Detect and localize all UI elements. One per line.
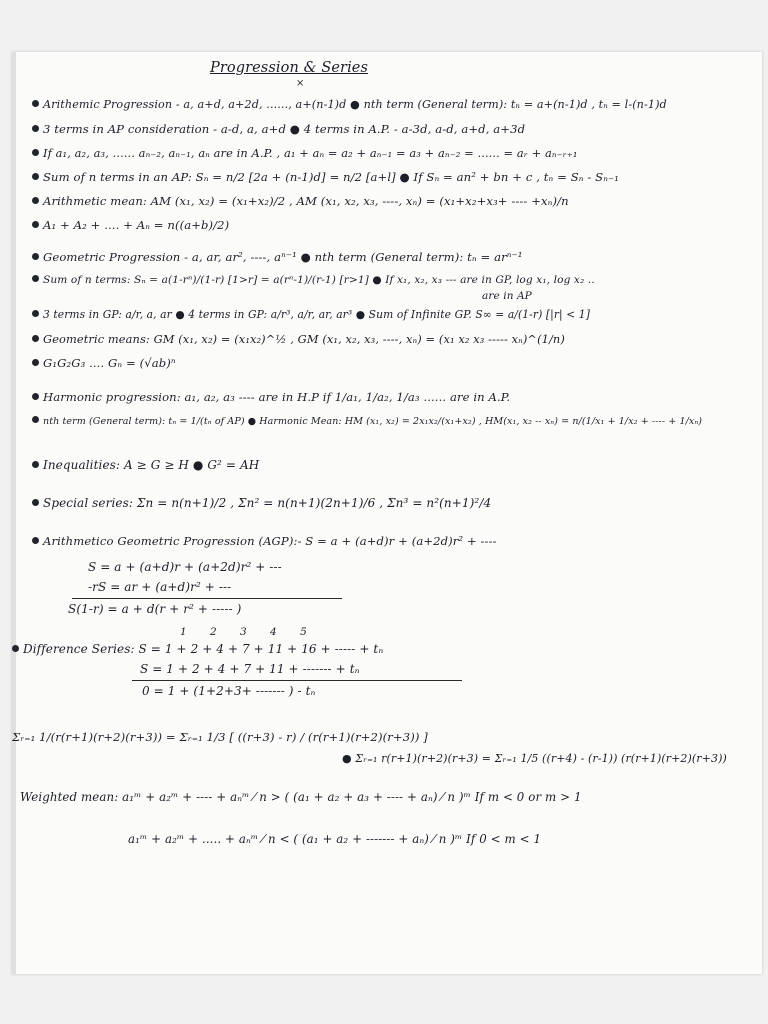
- gp-mean-product-text: G₁G₂G₃ .... Gₙ = (√ab)ⁿ: [43, 356, 176, 370]
- gp-terms-text: 3 terms in GP: a/r, a, ar ● 4 terms in GP: a/r³, a/r, ar, ar³ ● Sum of Infinite GP. S∞ = a/(1-r) [|r| < 1]: [43, 308, 590, 321]
- special-series: [32, 496, 491, 510]
- bullet-icon: [32, 393, 39, 400]
- bullet-icon: [32, 310, 39, 317]
- gp-definition-text: Geometric Progression - a, ar, ar², ----, aⁿ⁻¹ ● nth term (General term): tₙ = arⁿ⁻¹: [43, 250, 523, 264]
- gp-log-note: are in AP: [482, 290, 532, 302]
- agp-definition: [32, 534, 497, 548]
- bullet-icon: [32, 461, 39, 468]
- ap-mean-text: Arithmetic mean: AM (x₁, x₂) = (x₁+x₂)/2 , AM (x₁, x₂, x₃, ----, xₙ) = (x₁+x₂+x₃+ ---- +xₙ)/n: [43, 194, 569, 208]
- agp-step-1: S = a + (a+d)r + (a+2d)r² + ---: [88, 560, 282, 574]
- summation-product: ● Σᵣ₌₁ r(r+1)(r+2)(r+3) = Σᵣ₌₁ 1/5 ((r+4) - (r-1)) (r(r+1)(r+2)(r+3)): [342, 752, 727, 765]
- page-edge: [12, 52, 16, 974]
- gp-terms: [32, 308, 590, 321]
- ap-mean-sum-text: A₁ + A₂ + .... + Aₙ = n((a+b)/2): [43, 218, 230, 232]
- hp-term-mean: [32, 416, 702, 427]
- weighted-mean-case-2: a₁ᵐ + a₂ᵐ + ..... + aₙᵐ ⁄ n < ( (a₁ + a₂ + ------- + aₙ) ⁄ n )ᵐ If 0 < m < 1: [128, 832, 542, 846]
- bullet-icon: [32, 537, 39, 544]
- bullet-icon: [32, 335, 39, 342]
- difference-series: [12, 642, 383, 656]
- summation-telescoping: Σᵣ₌₁ 1/(r(r+1)(r+2)(r+3)) = Σᵣ₌₁ 1/3 [ ((r+3) - r) / (r(r+1)(r+2)(r+3)) ]: [12, 730, 428, 744]
- gp-sum: [32, 274, 595, 286]
- agp-divider: [72, 598, 342, 599]
- bullet-icon: [32, 499, 39, 506]
- difference-result: 0 = 1 + (1+2+3+ ------- ) - tₙ: [142, 684, 316, 698]
- weighted-mean-case-1: Weighted mean: a₁ᵐ + a₂ᵐ + ---- + aₙᵐ ⁄ n > ( (a₁ + a₂ + a₃ + ---- + aₙ) ⁄ n )ᵐ If m < 0 or m > 1: [20, 790, 582, 804]
- ap-terms-text: 3 terms in AP consideration - a-d, a, a+d ● 4 terms in A.P. - a-3d, a-d, a+d, a+3d: [43, 122, 526, 136]
- ap-property: [32, 146, 578, 160]
- special-series-text: Special series: Σn = n(n+1)/2 , Σn² = n(n+1)(2n+1)/6 , Σn³ = n²(n+1)²/4: [43, 496, 492, 510]
- ap-sum-text: Sum of n terms in an AP: Sₙ = n/2 [2a + (n-1)d] = n/2 [a+l] ● If Sₙ = an² + bn + c , tₙ = Sₙ - Sₙ₋₁: [43, 170, 619, 184]
- difference-shifted: S = 1 + 2 + 4 + 7 + 11 + ------- + tₙ: [140, 662, 360, 676]
- bullet-icon: [32, 173, 39, 180]
- bullet-icon: [32, 197, 39, 204]
- ap-terms: [32, 122, 525, 136]
- ap-mean-sum: [32, 218, 229, 232]
- hp-definition: [32, 390, 510, 404]
- ap-definition-text: Arithemic Progression - a, a+d, a+2d, ......, a+(n-1)d ● nth term (General term): tₙ = a+(n-1)d , tₙ = l-(n-1)d: [43, 98, 667, 111]
- title-mark: ×: [296, 78, 305, 89]
- difference-marks: 1 2 3 4 5: [180, 626, 317, 638]
- bullet-icon: [32, 149, 39, 156]
- page-title: Progression & Series: [210, 60, 369, 76]
- bullet-icon: [32, 275, 39, 282]
- ap-mean: [32, 194, 569, 208]
- agp-step-3: S(1-r) = a + d(r + r² + ----- ): [68, 602, 242, 616]
- bullet-icon: [32, 359, 39, 366]
- gp-mean-product: [32, 356, 176, 370]
- bullet-icon: [12, 645, 19, 652]
- bullet-icon: [32, 100, 39, 107]
- inequalities: [32, 458, 259, 472]
- agp-step-2: -rS = ar + (a+d)r² + ---: [88, 580, 232, 594]
- inequalities-text: Inequalities: A ≥ G ≥ H ● G² = AH: [43, 458, 260, 472]
- ap-sum: [32, 170, 619, 184]
- notes-page: [12, 52, 762, 974]
- hp-definition-text: Harmonic progression: a₁, a₂, a₃ ---- are in H.P if 1/a₁, 1/a₂, 1/a₃ ...... are in A.P.: [43, 390, 511, 404]
- bullet-icon: [32, 253, 39, 260]
- bullet-icon: [32, 416, 39, 423]
- agp-definition-text: Arithmetico Geometric Progression (AGP):- S = a + (a+d)r + (a+2d)r² + ----: [43, 534, 497, 548]
- ap-property-text: If a₁, a₂, a₃, ...... aₙ₋₂, aₙ₋₁, aₙ are in A.P. , a₁ + aₙ = a₂ + aₙ₋₁ = a₃ + aₙ₋₂ = ...... = aᵣ + aₙ₋ᵣ₊₁: [43, 146, 578, 160]
- bullet-icon: [32, 221, 39, 228]
- bullet-icon: [32, 125, 39, 132]
- difference-divider: [132, 680, 462, 681]
- gp-definition: [32, 250, 523, 264]
- gp-mean-text: Geometric means: GM (x₁, x₂) = (x₁x₂)^½ , GM (x₁, x₂, x₃, ----, xₙ) = (x₁ x₂ x₃ ----- xₙ)^(1/n): [43, 332, 565, 346]
- gp-mean: [32, 332, 565, 346]
- difference-series-text: Difference Series: S = 1 + 2 + 4 + 7 + 11 + 16 + ----- + tₙ: [23, 642, 384, 656]
- gp-sum-text: Sum of n terms: Sₙ = a(1-rⁿ)/(1-r) [1>r] = a(rⁿ-1)/(r-1) [r>1] ● If x₁, x₂, x₃ --- are in GP, log x₁, log x₂ ..: [43, 274, 595, 286]
- ap-definition: [32, 98, 667, 111]
- hp-term-mean-text: nth term (General term): tₙ = 1/(tₙ of AP) ● Harmonic Mean: HM (x₁, x₂) = 2x₁x₂/(x₁+x₂) , HM(x₁, x₂ -- xₙ) = n/(1/x₁ + 1/x₂ + ---- + 1/xₙ): [43, 416, 703, 427]
